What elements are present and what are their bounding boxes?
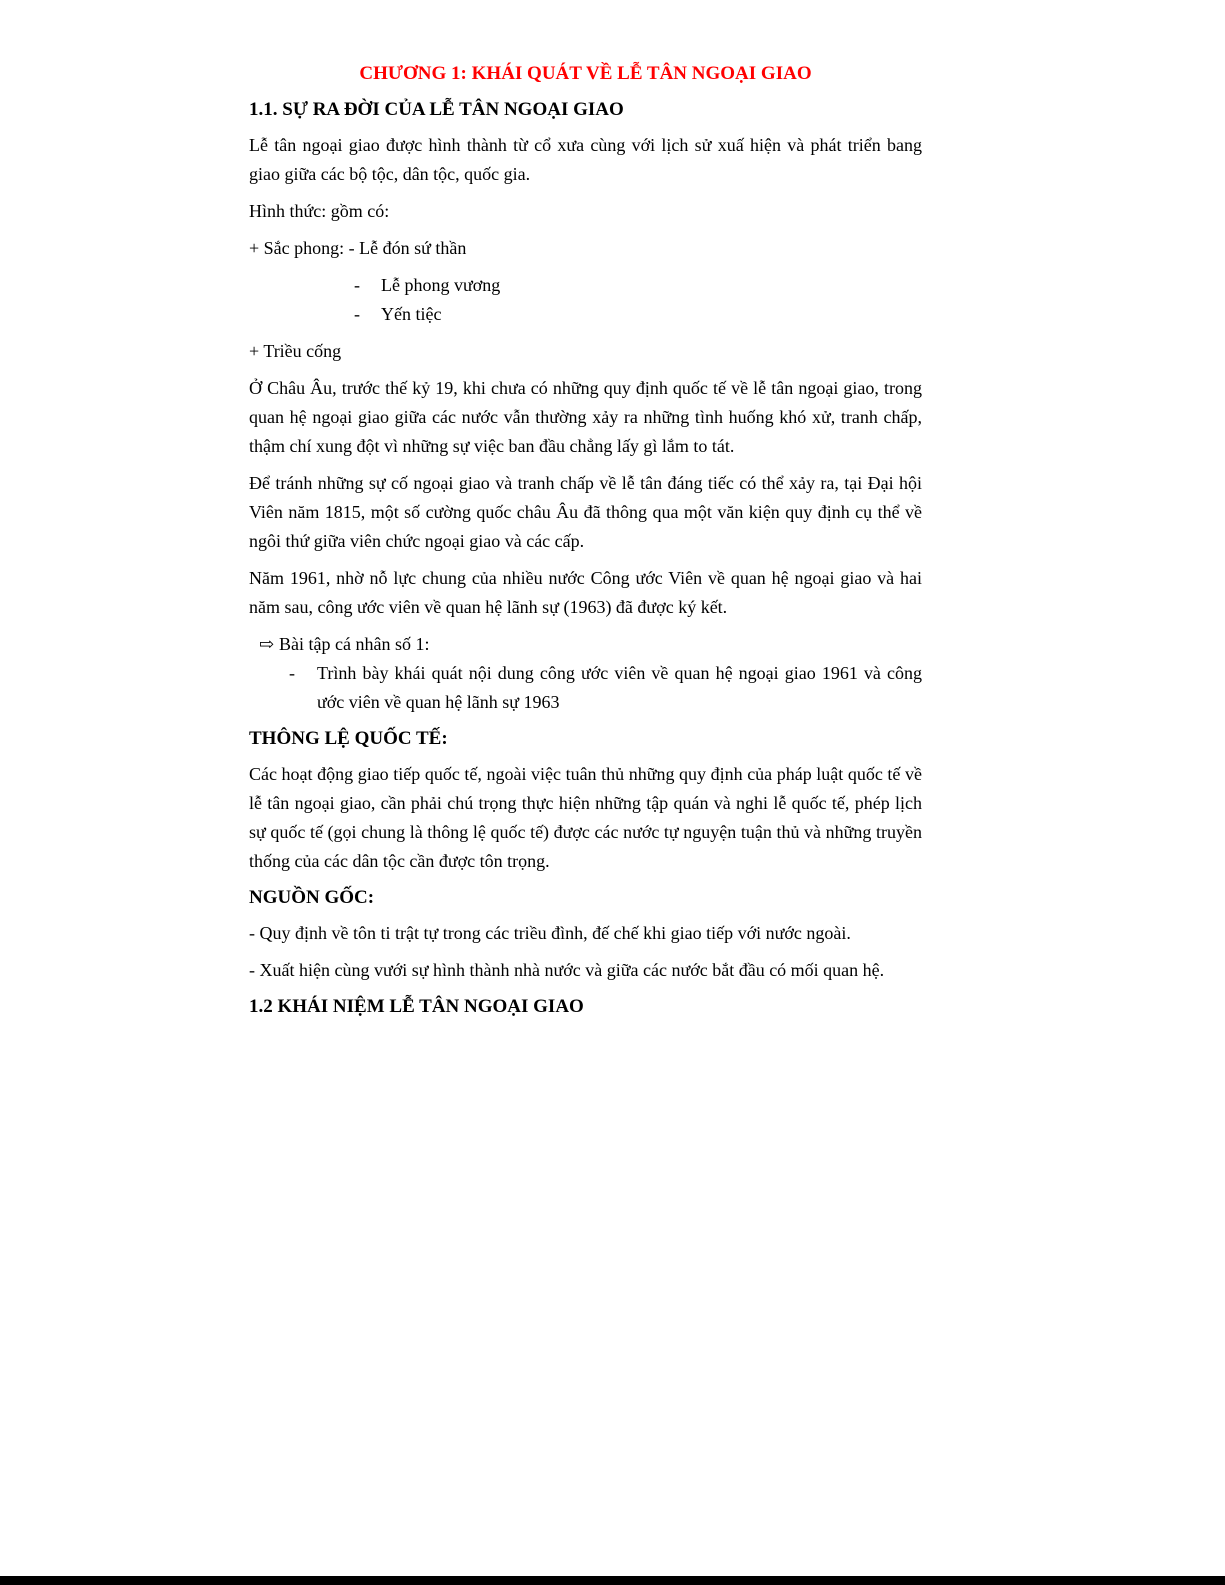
- document-page: [249, 60, 922, 1028]
- intro-paragraph: Lễ tân ngoại giao được hình thành từ cổ xưa cùng với lịch sử xuấ hiện và phát triển bang giao giữa các bộ tộc, dân tộc, quốc gia.: [249, 135, 922, 184]
- exercise-item: [249, 659, 922, 717]
- nguon-goc-item-1: - Quy định về tôn ti trật tự trong các triều đình, đế chế khi giao tiếp với nước ngoài.: [249, 923, 851, 943]
- arrow-right-icon: ⇨: [259, 634, 275, 654]
- sac-phong-list: [249, 271, 922, 329]
- dash-bullet: -: [354, 304, 360, 324]
- exercise-label: Bài tập cá nhân số 1:: [279, 634, 430, 654]
- bottom-rule: [0, 1576, 1225, 1585]
- history-paragraph-1: Ở Châu Âu, trước thế kỷ 19, khi chưa có những quy định quốc tế về lễ tân ngoại giao, trong quan hệ ngoại giao giữa các nước vẫn thường xảy ra những tình huống khó xử, tranh chấp, thậm chí xung đột vì những sự việc ban đầu chẳng lấy gì lắm to tát.: [249, 378, 922, 456]
- list-item: [354, 300, 922, 329]
- thong-le-paragraph: Các hoạt động giao tiếp quốc tế, ngoài việc tuân thủ những quy định của pháp luật quốc tế về lễ tân ngoại giao, cần phải chú trọng thực hiện những tập quán và nghi lễ quốc tế, phép lịch sự quốc tế (gọi chung là thông lệ quốc tế) được các nước tự nguyện tuận thủ và những truyền thống của các dân tộc cần được tôn trọng.: [249, 764, 922, 871]
- dash-bullet: -: [354, 275, 360, 295]
- list-item-text: Lễ phong vương: [381, 275, 501, 295]
- history-paragraph-2: Để tránh những sự cố ngoại giao và tranh chấp về lễ tân đáng tiếc có thể xảy ra, tại Đại hội Viên năm 1815, một số cường quốc châu Âu đã thông qua một văn kiện quy định cụ thể về ngôi thứ giữa viên chức ngoại giao và các cấp.: [249, 473, 922, 551]
- exercise-item-text: Trình bày khái quát nội dung công ước viên về quan hệ ngoại giao 1961 và công ước viên về quan hệ lãnh sự 1963: [317, 663, 922, 712]
- list-item: [354, 271, 922, 300]
- list-item-text: Yến tiệc: [381, 304, 442, 324]
- history-paragraph-3: Năm 1961, nhờ nỗ lực chung của nhiều nước Công ước Viên về quan hệ ngoại giao và hai năm sau, công ước viên về quan hệ lãnh sự (1963) đã được ký kết.: [249, 568, 922, 617]
- trieu-cong-line: + Triều cống: [249, 341, 342, 361]
- chapter-title: CHƯƠNG 1: KHÁI QUÁT VỀ LỄ TÂN NGOẠI GIAO: [359, 63, 812, 84]
- forms-label: Hình thức: gồm có:: [249, 201, 390, 221]
- nguon-goc-item-2: - Xuất hiện cùng vưới sự hình thành nhà nước và giữa các nước bắt đầu có mối quan hệ.: [249, 960, 885, 980]
- dash-bullet: -: [289, 663, 295, 683]
- sac-phong-line: + Sắc phong: - Lễ đón sứ thần: [249, 238, 467, 258]
- section-heading-1-2: 1.2 KHÁI NIỆM LỄ TÂN NGOẠI GIAO: [249, 996, 584, 1017]
- section-heading-thong-le: THÔNG LỆ QUỐC TẾ:: [249, 728, 448, 749]
- section-heading-nguon-goc: NGUỒN GỐC:: [249, 887, 375, 908]
- exercise-heading: [249, 630, 922, 659]
- section-heading-1-1: 1.1. SỰ RA ĐỜI CỦA LỄ TÂN NGOẠI GIAO: [249, 99, 624, 120]
